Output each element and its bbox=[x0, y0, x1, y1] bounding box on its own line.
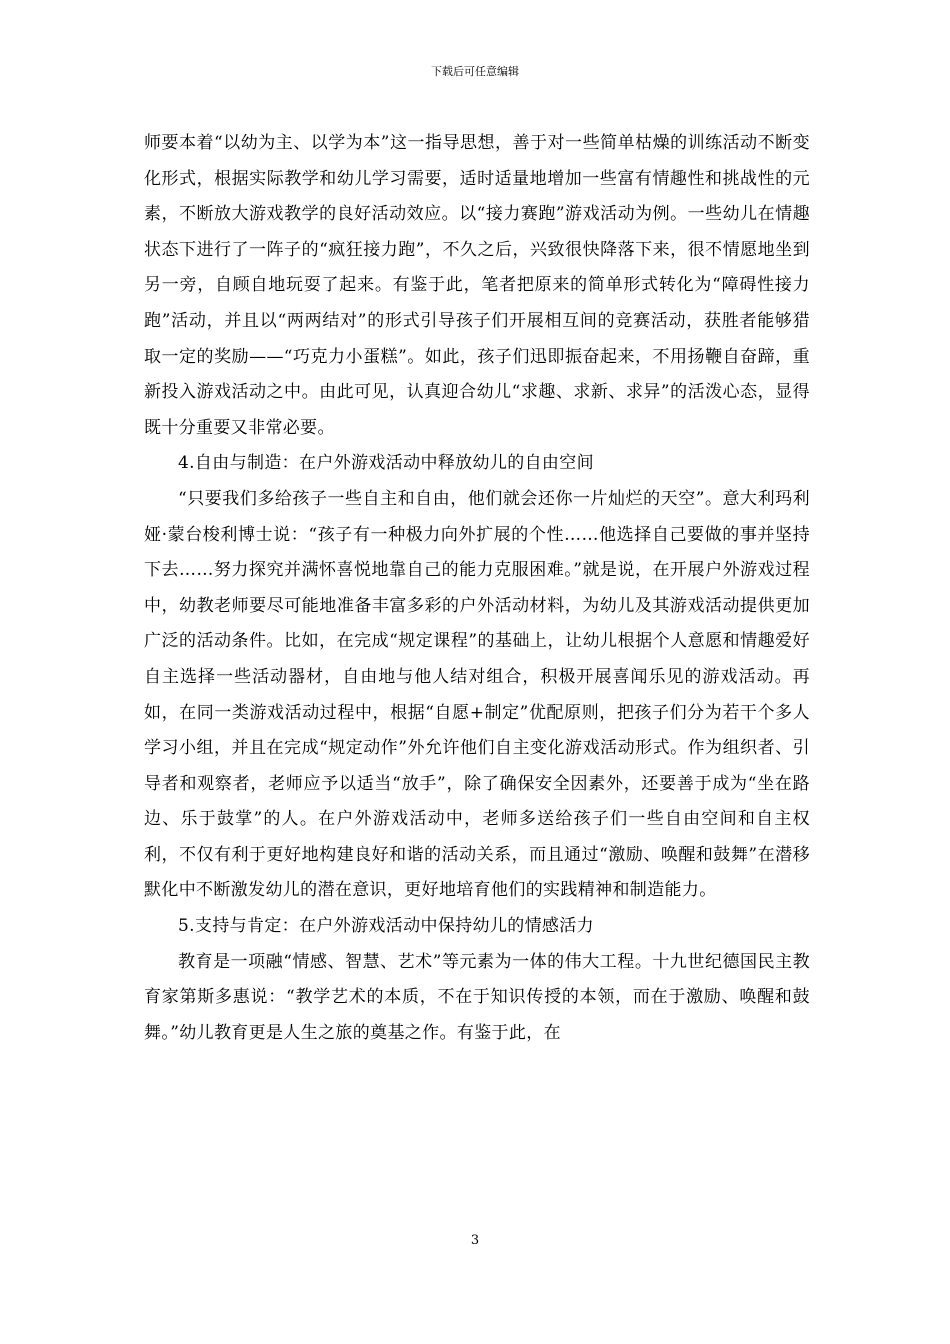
document-body bbox=[144, 126, 810, 1051]
section-heading-5: 5.支持与肯定：在户外游戏活动中保持幼儿的情感活力 bbox=[178, 916, 594, 937]
body-paragraph: 教育是一项融“情感、智慧、艺术”等元素为一体的伟大工程。十九世纪德国民主教育家第斯多惠说：“教学艺术的本质，不在于知识传授的本领，而在于激励、唤醒和鼓舞。”幼儿教育更是人生之旅的奠基之作。有鉴于此，在 bbox=[144, 951, 810, 1043]
page-header: 下载后可任意编辑 bbox=[431, 65, 519, 78]
section-heading-4: 4.自由与制造：在户外游戏活动中释放幼儿的自由空间 bbox=[178, 453, 594, 474]
page-number: 3 bbox=[470, 1233, 480, 1248]
body-paragraph: “只要我们多给孩子一些自主和自由，他们就会还你一片灿烂的天空”。意大利玛利娅·蒙台梭利博士说：“孩子有一种极力向外扩展的个性……他选择自己要做的事并坚持下去……努力探究并满怀喜悦地靠自己的能力克服困难。”就是说，在开展户外游戏过程中，幼教老师要尽可能地准备丰富多彩的户外活动材料，为幼儿及其游戏活动提供更加广泛的活动条件。比如，在完成“规定课程”的基础上，让幼儿根据个人意愿和情趣爱好自主选择一些活动器材，自由地与他人结对组合，积极开展喜闻乐见的游戏活动。再如，在同一类游戏活动过程中，根据“自愿+制定”优配原则，把孩子们分为若干个多人学习小组，并且在完成“规定动作”外允许他们自主变化游戏活动形式。作为组织者、引导者和观察者，老师应予以适当“放手”，除了确保安全因素外，还要善于成为“坐在路边、乐于鼓掌”的人。在户外游戏活动中，老师多送给孩子们一些自由空间和自主权利，不仅有利于更好地构建良好和谐的活动关系，而且通过“激励、唤醒和鼓舞”在潜移默化中不断激发幼儿的潜在意识，更好地培育他们的实践精神和制造能力。 bbox=[144, 488, 810, 901]
body-paragraph: 师要本着“以幼为主、以学为本”这一指导思想，善于对一些简单枯燥的训练活动不断变化形式，根据实际教学和幼儿学习需要，适时适量地增加一些富有情趣性和挑战性的元素，不断放大游戏教学的良好活动效应。以“接力赛跑”游戏活动为例。一些幼儿在情趣状态下进行了一阵子的“疯狂接力跑”，不久之后，兴致很快降落下来，很不情愿地坐到另一旁，自顾自地玩耍了起来。有鉴于此，笔者把原来的简单形式转化为“障碍性接力跑”活动，并且以“两两结对”的形式引导孩子们开展相互间的竞赛活动，获胜者能够猎取一定的奖励——“巧克力小蛋糕”。如此，孩子们迅即振奋起来，不用扬鞭自奋蹄，重新投入游戏活动之中。由此可见，认真迎合幼儿“求趣、求新、求异”的活泼心态，显得既十分重要又非常必要。 bbox=[144, 133, 810, 438]
